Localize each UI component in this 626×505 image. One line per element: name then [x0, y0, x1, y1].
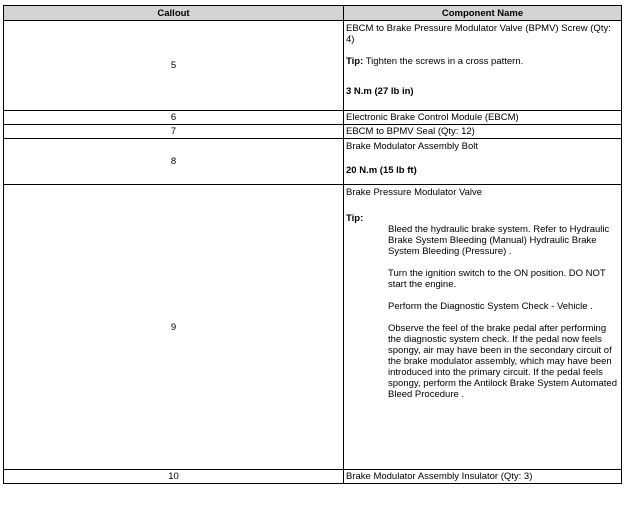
callout-header: Callout: [4, 6, 344, 21]
callout-cell: 7: [4, 125, 344, 139]
tip-item: Perform the Diagnostic System Check - Vehicle .: [388, 301, 593, 312]
component-cell: [344, 21, 622, 111]
component-cell: EBCM to BPMV Seal (Qty: 12): [344, 125, 622, 139]
callout-cell: 6: [4, 111, 344, 125]
torque-spec: 20 N.m (15 lb ft): [346, 165, 417, 176]
component-cell: Electronic Brake Control Module (EBCM): [344, 111, 622, 125]
callout-cell: 5: [4, 21, 344, 111]
table-row: [4, 111, 622, 125]
torque-spec: 3 N.m (27 lb in): [346, 86, 414, 97]
tip-item: Turn the ignition switch to the ON position. DO NOT start the engine.: [388, 268, 606, 290]
component-name: Brake Pressure Modulator Valve: [346, 187, 483, 198]
tip-label: Tip:: [346, 56, 364, 67]
component-table: [3, 5, 622, 484]
table-row: [4, 139, 622, 185]
callout-cell: 9: [4, 185, 344, 470]
table-row: [4, 470, 622, 484]
tip-item: Observe the feel of the brake pedal after performing the diagnostic system check. If the pedal now feels spongy, air may have been in the secondary circuit of the brake modulator assembly, which may have been introduced into the primary circuit. If the pedal feels spongy, perform the Antilock Brake System Automated Bleed Procedure .: [388, 323, 617, 400]
component-header: Component Name: [344, 6, 622, 21]
component-name: EBCM to Brake Pressure Modulator Valve (BPMV) Screw (Qty: 4): [346, 23, 611, 45]
component-cell: [344, 185, 622, 470]
tip-item: Bleed the hydraulic brake system. Refer to Hydraulic Brake System Bleeding (Manual) Hydraulic Brake System Bleeding (Pressure) .: [388, 224, 610, 257]
tip-label: Tip:: [346, 213, 364, 224]
tip-paragraph: [346, 56, 618, 67]
callout-cell: 10: [4, 470, 344, 484]
component-name: Brake Modulator Assembly Bolt: [346, 141, 479, 152]
table-row: [4, 185, 622, 470]
table-row: [4, 21, 622, 111]
table-row: [4, 125, 622, 139]
component-cell: Brake Modulator Assembly Insulator (Qty: 3): [344, 470, 622, 484]
tip-list: [388, 224, 618, 400]
callout-cell: 8: [4, 139, 344, 185]
header-row: [4, 6, 622, 21]
component-cell: [344, 139, 622, 185]
tip-text: Tighten the screws in a cross pattern.: [365, 56, 524, 67]
